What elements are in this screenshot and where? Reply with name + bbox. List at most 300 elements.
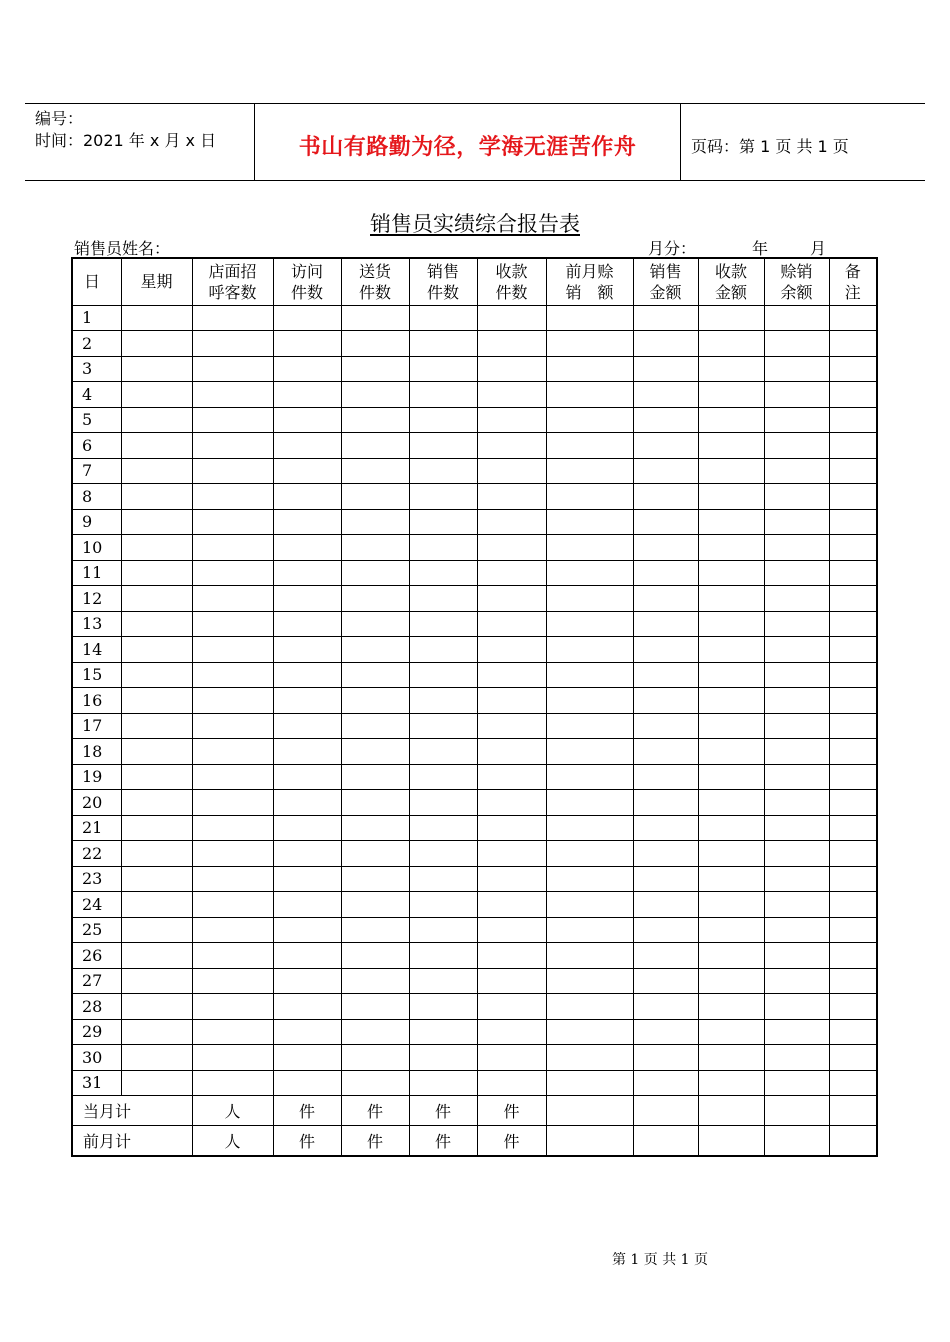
entry-cell[interactable] xyxy=(546,305,633,331)
entry-cell[interactable] xyxy=(764,764,829,790)
summary-cell[interactable] xyxy=(698,1096,764,1126)
entry-cell[interactable] xyxy=(633,509,698,535)
entry-cell[interactable] xyxy=(829,739,877,765)
entry-cell[interactable] xyxy=(341,688,409,714)
entry-cell[interactable] xyxy=(192,994,273,1020)
entry-cell[interactable] xyxy=(477,713,546,739)
entry-cell[interactable] xyxy=(633,611,698,637)
entry-cell[interactable] xyxy=(409,994,477,1020)
entry-cell[interactable] xyxy=(409,611,477,637)
entry-cell[interactable] xyxy=(409,866,477,892)
entry-cell[interactable] xyxy=(192,943,273,969)
entry-cell[interactable] xyxy=(477,968,546,994)
entry-cell[interactable] xyxy=(273,305,341,331)
entry-cell[interactable] xyxy=(341,662,409,688)
entry-cell[interactable] xyxy=(546,535,633,561)
entry-cell[interactable] xyxy=(121,433,192,459)
entry-cell[interactable] xyxy=(764,662,829,688)
entry-cell[interactable] xyxy=(546,866,633,892)
summary-cell[interactable] xyxy=(633,1126,698,1156)
entry-cell[interactable] xyxy=(477,433,546,459)
entry-cell[interactable] xyxy=(121,1070,192,1096)
entry-cell[interactable] xyxy=(633,586,698,612)
entry-cell[interactable] xyxy=(829,866,877,892)
entry-cell[interactable] xyxy=(764,458,829,484)
summary-cell[interactable] xyxy=(829,1126,877,1156)
entry-cell[interactable] xyxy=(409,356,477,382)
entry-cell[interactable] xyxy=(477,1070,546,1096)
entry-cell[interactable] xyxy=(192,535,273,561)
entry-cell[interactable] xyxy=(273,1070,341,1096)
entry-cell[interactable] xyxy=(121,739,192,765)
entry-cell[interactable] xyxy=(121,586,192,612)
entry-cell[interactable] xyxy=(341,790,409,816)
entry-cell[interactable] xyxy=(121,892,192,918)
entry-cell[interactable] xyxy=(829,994,877,1020)
entry-cell[interactable] xyxy=(764,994,829,1020)
entry-cell[interactable] xyxy=(341,560,409,586)
entry-cell[interactable] xyxy=(698,790,764,816)
entry-cell[interactable] xyxy=(409,815,477,841)
entry-cell[interactable] xyxy=(764,535,829,561)
entry-cell[interactable] xyxy=(192,382,273,408)
entry-cell[interactable] xyxy=(633,1045,698,1071)
entry-cell[interactable] xyxy=(829,943,877,969)
entry-cell[interactable] xyxy=(546,790,633,816)
entry-cell[interactable] xyxy=(633,1019,698,1045)
entry-cell[interactable] xyxy=(273,560,341,586)
entry-cell[interactable] xyxy=(409,560,477,586)
entry-cell[interactable] xyxy=(698,917,764,943)
entry-cell[interactable] xyxy=(192,433,273,459)
entry-cell[interactable] xyxy=(477,637,546,663)
entry-cell[interactable] xyxy=(273,764,341,790)
entry-cell[interactable] xyxy=(633,892,698,918)
entry-cell[interactable] xyxy=(477,560,546,586)
entry-cell[interactable] xyxy=(409,917,477,943)
entry-cell[interactable] xyxy=(409,1045,477,1071)
entry-cell[interactable] xyxy=(409,586,477,612)
entry-cell[interactable] xyxy=(121,637,192,663)
entry-cell[interactable] xyxy=(829,917,877,943)
entry-cell[interactable] xyxy=(477,866,546,892)
entry-cell[interactable] xyxy=(546,484,633,510)
entry-cell[interactable] xyxy=(829,407,877,433)
entry-cell[interactable] xyxy=(341,866,409,892)
entry-cell[interactable] xyxy=(192,739,273,765)
entry-cell[interactable] xyxy=(829,458,877,484)
entry-cell[interactable] xyxy=(698,841,764,867)
entry-cell[interactable] xyxy=(121,943,192,969)
entry-cell[interactable] xyxy=(341,815,409,841)
entry-cell[interactable] xyxy=(829,790,877,816)
entry-cell[interactable] xyxy=(633,866,698,892)
entry-cell[interactable] xyxy=(121,662,192,688)
entry-cell[interactable] xyxy=(409,662,477,688)
entry-cell[interactable] xyxy=(698,968,764,994)
entry-cell[interactable] xyxy=(698,509,764,535)
entry-cell[interactable] xyxy=(341,535,409,561)
entry-cell[interactable] xyxy=(121,968,192,994)
entry-cell[interactable] xyxy=(341,841,409,867)
entry-cell[interactable] xyxy=(273,866,341,892)
entry-cell[interactable] xyxy=(192,305,273,331)
entry-cell[interactable] xyxy=(273,713,341,739)
entry-cell[interactable] xyxy=(698,739,764,765)
entry-cell[interactable] xyxy=(698,484,764,510)
entry-cell[interactable] xyxy=(477,1045,546,1071)
entry-cell[interactable] xyxy=(341,713,409,739)
entry-cell[interactable] xyxy=(192,356,273,382)
entry-cell[interactable] xyxy=(698,815,764,841)
entry-cell[interactable] xyxy=(546,841,633,867)
entry-cell[interactable] xyxy=(409,1019,477,1045)
entry-cell[interactable] xyxy=(273,790,341,816)
entry-cell[interactable] xyxy=(341,892,409,918)
entry-cell[interactable] xyxy=(192,790,273,816)
entry-cell[interactable] xyxy=(477,662,546,688)
entry-cell[interactable] xyxy=(698,535,764,561)
entry-cell[interactable] xyxy=(633,739,698,765)
summary-cell[interactable] xyxy=(546,1096,633,1126)
entry-cell[interactable] xyxy=(546,662,633,688)
entry-cell[interactable] xyxy=(764,1070,829,1096)
summary-cell[interactable] xyxy=(829,1096,877,1126)
entry-cell[interactable] xyxy=(341,611,409,637)
entry-cell[interactable] xyxy=(633,688,698,714)
entry-cell[interactable] xyxy=(121,509,192,535)
entry-cell[interactable] xyxy=(192,458,273,484)
entry-cell[interactable] xyxy=(477,586,546,612)
entry-cell[interactable] xyxy=(477,382,546,408)
entry-cell[interactable] xyxy=(829,535,877,561)
entry-cell[interactable] xyxy=(829,1045,877,1071)
entry-cell[interactable] xyxy=(698,994,764,1020)
entry-cell[interactable] xyxy=(633,968,698,994)
entry-cell[interactable] xyxy=(633,331,698,357)
entry-cell[interactable] xyxy=(546,331,633,357)
entry-cell[interactable] xyxy=(829,611,877,637)
entry-cell[interactable] xyxy=(192,815,273,841)
entry-cell[interactable] xyxy=(409,331,477,357)
entry-cell[interactable] xyxy=(477,764,546,790)
entry-cell[interactable] xyxy=(273,943,341,969)
entry-cell[interactable] xyxy=(546,1019,633,1045)
entry-cell[interactable] xyxy=(192,407,273,433)
entry-cell[interactable] xyxy=(273,611,341,637)
entry-cell[interactable] xyxy=(121,764,192,790)
entry-cell[interactable] xyxy=(764,637,829,663)
entry-cell[interactable] xyxy=(273,637,341,663)
entry-cell[interactable] xyxy=(546,356,633,382)
entry-cell[interactable] xyxy=(546,586,633,612)
entry-cell[interactable] xyxy=(829,382,877,408)
entry-cell[interactable] xyxy=(477,739,546,765)
entry-cell[interactable] xyxy=(546,688,633,714)
entry-cell[interactable] xyxy=(477,356,546,382)
entry-cell[interactable] xyxy=(829,331,877,357)
entry-cell[interactable] xyxy=(341,1045,409,1071)
entry-cell[interactable] xyxy=(477,815,546,841)
entry-cell[interactable] xyxy=(273,331,341,357)
entry-cell[interactable] xyxy=(409,458,477,484)
entry-cell[interactable] xyxy=(121,994,192,1020)
entry-cell[interactable] xyxy=(698,713,764,739)
entry-cell[interactable] xyxy=(121,535,192,561)
entry-cell[interactable] xyxy=(764,917,829,943)
entry-cell[interactable] xyxy=(546,764,633,790)
entry-cell[interactable] xyxy=(409,484,477,510)
entry-cell[interactable] xyxy=(477,892,546,918)
entry-cell[interactable] xyxy=(698,662,764,688)
entry-cell[interactable] xyxy=(409,637,477,663)
entry-cell[interactable] xyxy=(633,484,698,510)
entry-cell[interactable] xyxy=(409,764,477,790)
entry-cell[interactable] xyxy=(633,1070,698,1096)
entry-cell[interactable] xyxy=(409,509,477,535)
entry-cell[interactable] xyxy=(273,892,341,918)
entry-cell[interactable] xyxy=(477,407,546,433)
entry-cell[interactable] xyxy=(409,433,477,459)
entry-cell[interactable] xyxy=(546,917,633,943)
entry-cell[interactable] xyxy=(546,1045,633,1071)
entry-cell[interactable] xyxy=(698,382,764,408)
entry-cell[interactable] xyxy=(121,790,192,816)
entry-cell[interactable] xyxy=(829,1070,877,1096)
entry-cell[interactable] xyxy=(698,943,764,969)
entry-cell[interactable] xyxy=(764,407,829,433)
entry-cell[interactable] xyxy=(409,790,477,816)
entry-cell[interactable] xyxy=(192,713,273,739)
entry-cell[interactable] xyxy=(546,739,633,765)
entry-cell[interactable] xyxy=(633,713,698,739)
entry-cell[interactable] xyxy=(121,331,192,357)
entry-cell[interactable] xyxy=(764,509,829,535)
entry-cell[interactable] xyxy=(829,764,877,790)
entry-cell[interactable] xyxy=(764,866,829,892)
entry-cell[interactable] xyxy=(546,382,633,408)
summary-cell[interactable] xyxy=(764,1096,829,1126)
entry-cell[interactable] xyxy=(829,637,877,663)
entry-cell[interactable] xyxy=(764,611,829,637)
entry-cell[interactable] xyxy=(341,458,409,484)
entry-cell[interactable] xyxy=(409,943,477,969)
entry-cell[interactable] xyxy=(764,815,829,841)
entry-cell[interactable] xyxy=(192,1070,273,1096)
entry-cell[interactable] xyxy=(764,892,829,918)
entry-cell[interactable] xyxy=(633,994,698,1020)
entry-cell[interactable] xyxy=(192,560,273,586)
entry-cell[interactable] xyxy=(192,866,273,892)
summary-cell[interactable] xyxy=(546,1126,633,1156)
entry-cell[interactable] xyxy=(546,458,633,484)
entry-cell[interactable] xyxy=(764,943,829,969)
entry-cell[interactable] xyxy=(192,637,273,663)
entry-cell[interactable] xyxy=(273,407,341,433)
entry-cell[interactable] xyxy=(829,305,877,331)
entry-cell[interactable] xyxy=(409,841,477,867)
entry-cell[interactable] xyxy=(764,688,829,714)
entry-cell[interactable] xyxy=(829,662,877,688)
entry-cell[interactable] xyxy=(273,356,341,382)
entry-cell[interactable] xyxy=(121,841,192,867)
entry-cell[interactable] xyxy=(546,943,633,969)
entry-cell[interactable] xyxy=(121,611,192,637)
entry-cell[interactable] xyxy=(341,509,409,535)
entry-cell[interactable] xyxy=(477,790,546,816)
entry-cell[interactable] xyxy=(829,968,877,994)
entry-cell[interactable] xyxy=(633,560,698,586)
entry-cell[interactable] xyxy=(546,994,633,1020)
entry-cell[interactable] xyxy=(121,305,192,331)
entry-cell[interactable] xyxy=(633,662,698,688)
entry-cell[interactable] xyxy=(409,305,477,331)
entry-cell[interactable] xyxy=(192,586,273,612)
entry-cell[interactable] xyxy=(829,356,877,382)
entry-cell[interactable] xyxy=(409,739,477,765)
entry-cell[interactable] xyxy=(829,560,877,586)
entry-cell[interactable] xyxy=(341,968,409,994)
entry-cell[interactable] xyxy=(546,815,633,841)
entry-cell[interactable] xyxy=(698,458,764,484)
entry-cell[interactable] xyxy=(829,892,877,918)
entry-cell[interactable] xyxy=(698,1019,764,1045)
entry-cell[interactable] xyxy=(341,637,409,663)
entry-cell[interactable] xyxy=(764,739,829,765)
entry-cell[interactable] xyxy=(698,764,764,790)
entry-cell[interactable] xyxy=(764,1019,829,1045)
entry-cell[interactable] xyxy=(477,994,546,1020)
entry-cell[interactable] xyxy=(477,1019,546,1045)
entry-cell[interactable] xyxy=(546,1070,633,1096)
entry-cell[interactable] xyxy=(341,356,409,382)
entry-cell[interactable] xyxy=(546,713,633,739)
entry-cell[interactable] xyxy=(633,433,698,459)
entry-cell[interactable] xyxy=(698,407,764,433)
entry-cell[interactable] xyxy=(409,1070,477,1096)
entry-cell[interactable] xyxy=(121,866,192,892)
entry-cell[interactable] xyxy=(341,433,409,459)
entry-cell[interactable] xyxy=(409,535,477,561)
entry-cell[interactable] xyxy=(121,458,192,484)
entry-cell[interactable] xyxy=(121,815,192,841)
entry-cell[interactable] xyxy=(341,917,409,943)
entry-cell[interactable] xyxy=(192,509,273,535)
entry-cell[interactable] xyxy=(121,688,192,714)
entry-cell[interactable] xyxy=(829,713,877,739)
entry-cell[interactable] xyxy=(477,331,546,357)
entry-cell[interactable] xyxy=(273,1045,341,1071)
entry-cell[interactable] xyxy=(698,356,764,382)
entry-cell[interactable] xyxy=(698,305,764,331)
entry-cell[interactable] xyxy=(409,892,477,918)
entry-cell[interactable] xyxy=(633,943,698,969)
entry-cell[interactable] xyxy=(341,994,409,1020)
entry-cell[interactable] xyxy=(121,917,192,943)
entry-cell[interactable] xyxy=(192,484,273,510)
entry-cell[interactable] xyxy=(409,713,477,739)
entry-cell[interactable] xyxy=(121,1019,192,1045)
entry-cell[interactable] xyxy=(341,764,409,790)
entry-cell[interactable] xyxy=(477,917,546,943)
entry-cell[interactable] xyxy=(829,841,877,867)
entry-cell[interactable] xyxy=(633,790,698,816)
entry-cell[interactable] xyxy=(477,535,546,561)
entry-cell[interactable] xyxy=(273,815,341,841)
entry-cell[interactable] xyxy=(633,305,698,331)
entry-cell[interactable] xyxy=(477,611,546,637)
entry-cell[interactable] xyxy=(192,662,273,688)
entry-cell[interactable] xyxy=(341,305,409,331)
entry-cell[interactable] xyxy=(477,484,546,510)
entry-cell[interactable] xyxy=(764,968,829,994)
entry-cell[interactable] xyxy=(273,484,341,510)
entry-cell[interactable] xyxy=(829,1019,877,1045)
entry-cell[interactable] xyxy=(698,688,764,714)
entry-cell[interactable] xyxy=(192,688,273,714)
entry-cell[interactable] xyxy=(273,382,341,408)
entry-cell[interactable] xyxy=(546,509,633,535)
entry-cell[interactable] xyxy=(273,586,341,612)
entry-cell[interactable] xyxy=(341,1070,409,1096)
entry-cell[interactable] xyxy=(121,407,192,433)
entry-cell[interactable] xyxy=(829,586,877,612)
entry-cell[interactable] xyxy=(764,841,829,867)
entry-cell[interactable] xyxy=(121,356,192,382)
entry-cell[interactable] xyxy=(341,1019,409,1045)
entry-cell[interactable] xyxy=(698,586,764,612)
entry-cell[interactable] xyxy=(698,560,764,586)
entry-cell[interactable] xyxy=(273,535,341,561)
entry-cell[interactable] xyxy=(121,382,192,408)
entry-cell[interactable] xyxy=(764,484,829,510)
entry-cell[interactable] xyxy=(273,841,341,867)
entry-cell[interactable] xyxy=(546,637,633,663)
entry-cell[interactable] xyxy=(273,433,341,459)
entry-cell[interactable] xyxy=(192,1045,273,1071)
entry-cell[interactable] xyxy=(698,331,764,357)
entry-cell[interactable] xyxy=(273,994,341,1020)
entry-cell[interactable] xyxy=(341,382,409,408)
entry-cell[interactable] xyxy=(192,917,273,943)
entry-cell[interactable] xyxy=(273,688,341,714)
entry-cell[interactable] xyxy=(546,433,633,459)
entry-cell[interactable] xyxy=(698,433,764,459)
entry-cell[interactable] xyxy=(829,688,877,714)
entry-cell[interactable] xyxy=(546,968,633,994)
entry-cell[interactable] xyxy=(698,892,764,918)
entry-cell[interactable] xyxy=(633,356,698,382)
entry-cell[interactable] xyxy=(764,305,829,331)
entry-cell[interactable] xyxy=(546,560,633,586)
entry-cell[interactable] xyxy=(341,943,409,969)
entry-cell[interactable] xyxy=(633,535,698,561)
entry-cell[interactable] xyxy=(633,815,698,841)
entry-cell[interactable] xyxy=(341,331,409,357)
entry-cell[interactable] xyxy=(764,586,829,612)
summary-cell[interactable] xyxy=(633,1096,698,1126)
entry-cell[interactable] xyxy=(409,407,477,433)
entry-cell[interactable] xyxy=(633,382,698,408)
entry-cell[interactable] xyxy=(633,841,698,867)
entry-cell[interactable] xyxy=(121,713,192,739)
entry-cell[interactable] xyxy=(121,484,192,510)
entry-cell[interactable] xyxy=(764,1045,829,1071)
entry-cell[interactable] xyxy=(341,739,409,765)
entry-cell[interactable] xyxy=(829,509,877,535)
entry-cell[interactable] xyxy=(192,1019,273,1045)
entry-cell[interactable] xyxy=(698,1070,764,1096)
